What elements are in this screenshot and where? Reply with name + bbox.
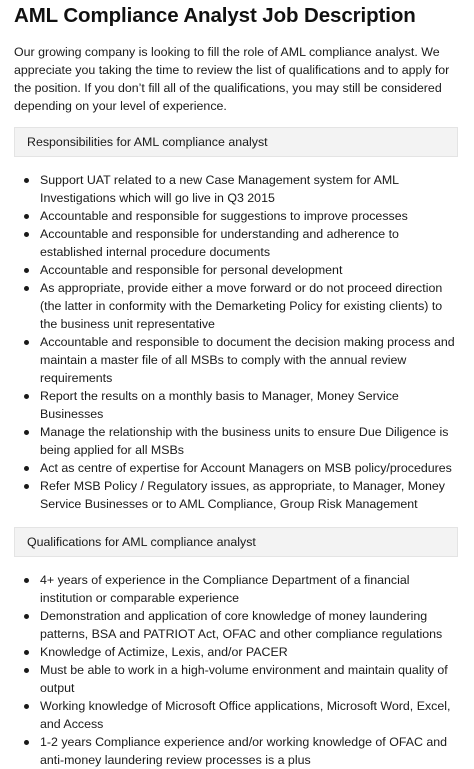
list-item-text: Refer MSB Policy / Regulatory issues, as appropriate, to Manager, Money Service Businesses or to AML Compliance, Group Risk Management xyxy=(40,479,445,511)
list-item-text: Knowledge of Actimize, Lexis, and/or PACER xyxy=(40,645,288,659)
bullet-icon xyxy=(24,232,29,237)
list-item-text: Support UAT related to a new Case Management system for AML Investigations which will go live in Q3 2015 xyxy=(40,173,399,205)
bullet-icon xyxy=(24,650,29,655)
bullet-icon xyxy=(24,484,29,489)
list-item xyxy=(14,387,458,423)
bullet-icon xyxy=(24,394,29,399)
list-item-text: Accountable and responsible for personal development xyxy=(40,263,343,277)
bullet-icon xyxy=(24,430,29,435)
list-item xyxy=(14,733,458,769)
list-item-text: Manage the relationship with the business units to ensure Due Diligence is being applied for all MSBs xyxy=(40,425,449,457)
list-item xyxy=(14,459,458,477)
bullet-icon xyxy=(24,214,29,219)
list-item-text: Demonstration and application of core knowledge of money laundering patterns, BSA and PATRIOT Act, OFAC and other compliance regulations xyxy=(40,609,443,641)
list-item-text: 4+ years of experience in the Compliance Department of a financial institution or comparable experience xyxy=(40,573,410,605)
responsibilities-heading: Responsibilities for AML compliance analyst xyxy=(27,135,268,149)
list-item-text: 1-2 years Compliance experience and/or working knowledge of OFAC and anti-money laundering review processes is a plus xyxy=(40,735,448,767)
list-item xyxy=(14,697,458,733)
list-item-text: Accountable and responsible for understanding and adherence to established internal procedure documents xyxy=(40,227,399,259)
bullet-icon xyxy=(24,178,29,183)
list-item xyxy=(14,423,458,459)
qualifications-header xyxy=(14,527,458,557)
list-item-text: Must be able to work in a high-volume environment and maintain quality of output xyxy=(40,663,448,695)
list-item xyxy=(14,261,458,279)
list-item xyxy=(14,661,458,697)
list-item xyxy=(14,225,458,261)
bullet-icon xyxy=(24,740,29,745)
bullet-icon xyxy=(24,466,29,471)
list-item xyxy=(14,477,458,513)
list-item-text: Accountable and responsible to document the decision making process and maintain a master file of all MSBs to comply with the annual review requirements xyxy=(40,335,455,385)
list-item-text: Accountable and responsible for suggestions to improve processes xyxy=(40,209,408,223)
list-item xyxy=(14,279,458,333)
responsibilities-list xyxy=(14,171,458,513)
qualifications-list xyxy=(14,571,458,769)
page-title: AML Compliance Analyst Job Description xyxy=(14,4,416,27)
responsibilities-header xyxy=(14,127,458,157)
qualifications-heading: Qualifications for AML compliance analyst xyxy=(27,535,256,549)
intro-paragraph: Our growing company is looking to fill the role of AML compliance analyst. We appreciate you taking the time to review the list of qualifications and to apply for the position. If you don’t fill all of the qualifications, you may still be considered depending on your level of experience. xyxy=(14,45,450,113)
list-item-text: Working knowledge of Microsoft Office applications, Microsoft Word, Excel, and Access xyxy=(40,699,451,731)
list-item xyxy=(14,607,458,643)
bullet-icon xyxy=(24,578,29,583)
bullet-icon xyxy=(24,286,29,291)
bullet-icon xyxy=(24,614,29,619)
list-item xyxy=(14,333,458,387)
bullet-icon xyxy=(24,668,29,673)
bullet-icon xyxy=(24,704,29,709)
list-item-text: Act as centre of expertise for Account Managers on MSB policy/procedures xyxy=(40,461,452,475)
list-item xyxy=(14,207,458,225)
bullet-icon xyxy=(24,340,29,345)
list-item-text: As appropriate, provide either a move forward or do not proceed direction (the latter in conformity with the Demarketing Policy for existing clients) to the business unit representative xyxy=(40,281,443,331)
list-item xyxy=(14,171,458,207)
list-item xyxy=(14,643,458,661)
bullet-icon xyxy=(24,268,29,273)
list-item-text: Report the results on a monthly basis to Manager, Money Service Businesses xyxy=(40,389,399,421)
list-item xyxy=(14,571,458,607)
